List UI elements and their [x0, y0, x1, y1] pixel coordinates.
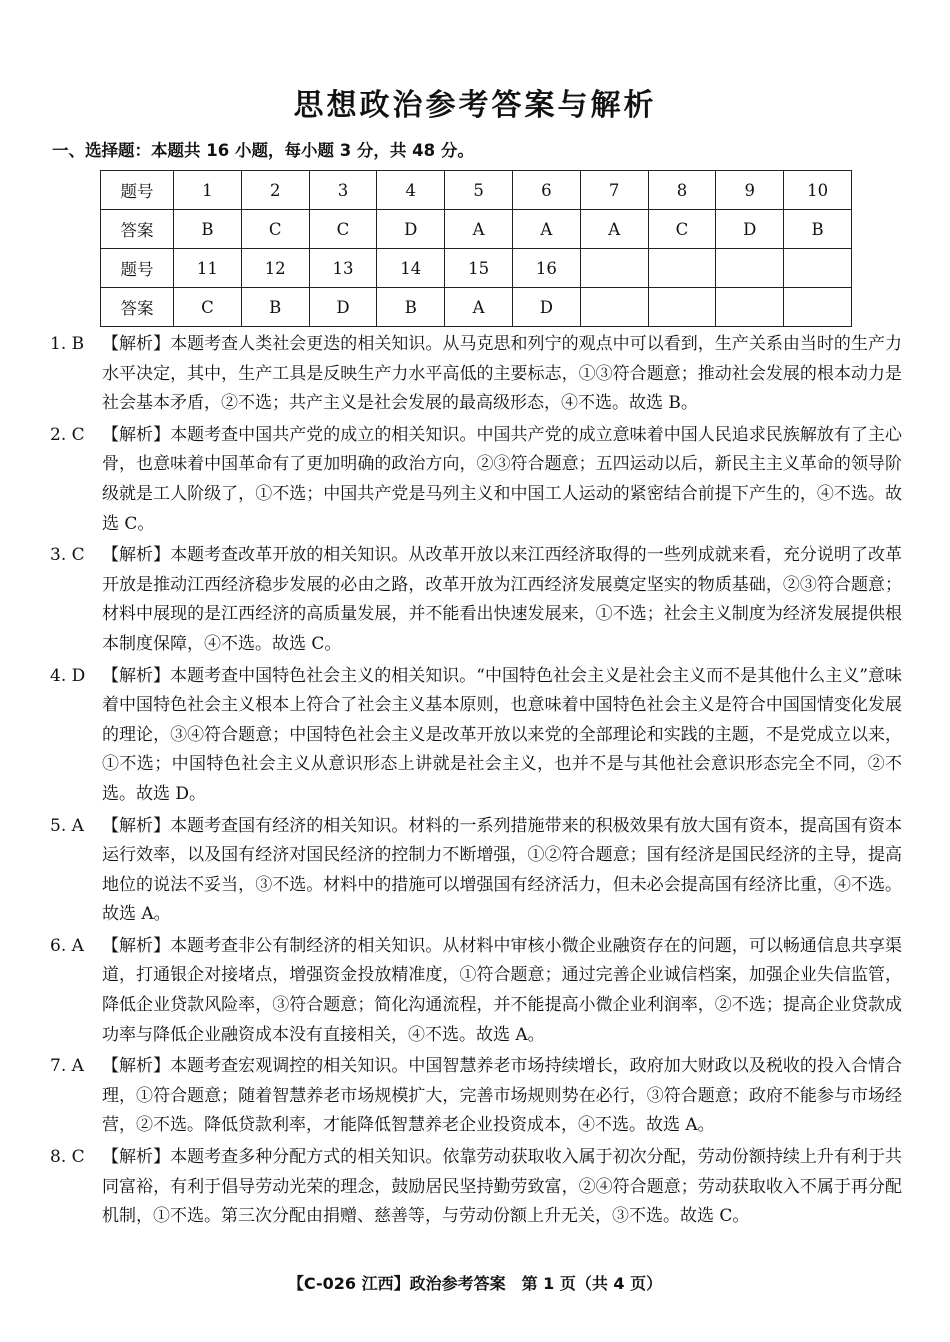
explanation-item [50, 1052, 902, 1141]
answer-table [100, 170, 852, 327]
explanations-list [50, 330, 902, 1234]
table-cell: 8 [648, 171, 716, 210]
item-text: 【解析】本题考查中国特色社会主义的相关知识。“中国特色社会主义是社会主义而不是其他什么主义”意味着中国特色社会主义根本上符合了社会主义基本原则，也意味着中国特色社会主义是符合中国国情变化发展的理论，③④符合题意；中国特色社会主义是改革开放以来党的全部理论和实践的主题，不是党成立以来，①不选；中国特色社会主义从意识形态上讲就是社会主义，也并不是与其他社会意识形态完全不同，②不选。故选 D。 [102, 665, 902, 804]
table-cell: 15 [445, 249, 513, 288]
table-cell [648, 288, 716, 327]
page-title: 思想政治参考答案与解析 [293, 88, 657, 123]
explanation-item [50, 541, 902, 659]
table-cell: A [580, 210, 648, 249]
item-label: 2. C [50, 424, 85, 445]
table-cell: 6 [512, 171, 580, 210]
explanation-item [50, 662, 902, 810]
item-label: 1. B [50, 334, 85, 354]
item-label: 7. A [50, 1056, 84, 1077]
table-cell: D [309, 288, 377, 327]
item-label: 5. A [50, 815, 84, 836]
table-cell: 9 [716, 171, 784, 210]
item-text: 【解析】本题考查宏观调控的相关知识。中国智慧养老市场持续增长，政府加大财政以及税收的投入合情合理，①符合题意；随着智慧养老市场规模扩大，完善市场规则势在必行，③符合题意；政府不能参与市场经营，②不选。降低贷款利率，才能降低智慧养老企业投资成本，④不选。故选 A。 [102, 1056, 902, 1136]
row-label-question: 题号 [101, 171, 174, 210]
table-cell [716, 249, 784, 288]
table-cell: 11 [174, 249, 242, 288]
explanation-item [50, 421, 902, 539]
page-footer: 【C-026 江西】政治参考答案 第 1 页（共 4 页） [287, 1274, 663, 1293]
table-row [101, 249, 852, 288]
table-cell: A [445, 210, 513, 249]
table-cell: 1 [174, 171, 242, 210]
table-cell: 4 [377, 171, 445, 210]
table-cell [716, 288, 784, 327]
table-cell: 5 [445, 171, 513, 210]
item-text: 【解析】本题考查人类社会更迭的相关知识。从马克思和列宁的观点中可以看到，生产关系由当时的生产力水平决定，其中，生产工具是反映生产力水平高低的主要标志，①③符合题意；推动社会发展的根本动力是社会基本矛盾，②不选；共产主义是社会发展的最高级形态，④不选。故选 B。 [102, 334, 902, 414]
item-label: 6. A [50, 935, 84, 956]
item-text: 【解析】本题考查国有经济的相关知识。材料的一系列措施带来的积极效果有放大国有资本，提高国有资本运行效率，以及国有经济对国民经济的控制力不断增强，①②符合题意；国有经济是国民经济的主导，提高地位的说法不妥当，③不选。材料中的措施可以增强国有经济活力，但未必会提高国有经济比重，④不选。故选 A。 [102, 815, 902, 925]
table-cell [784, 288, 852, 327]
item-text: 【解析】本题考查中国共产党的成立的相关知识。中国共产党的成立意味着中国人民追求民族解放有了主心骨，也意味着中国革命有了更加明确的政治方向，②③符合题意；五四运动以后，新民主主义革命的领导阶级就是工人阶级了，①不选；中国共产党是马列主义和中国工人运动的紧密结合前提下产生的，④不选。故选 C。 [102, 424, 902, 534]
table-cell: A [512, 210, 580, 249]
table-cell [648, 249, 716, 288]
table-cell: C [241, 210, 309, 249]
table-cell: 14 [377, 249, 445, 288]
explanation-item [50, 1143, 902, 1232]
row-label-answer: 答案 [101, 210, 174, 249]
item-text: 【解析】本题考查改革开放的相关知识。从改革开放以来江西经济取得的一些列成就来看，充分说明了改革开放是推动江西经济稳步发展的必由之路，改革开放为江西经济发展奠定坚实的物质基础，②③符合题意；材料中展现的是江西经济的高质量发展，并不能看出快速发展来，①不选；社会主义制度为经济发展提供根本制度保障，④不选。故选 C。 [102, 545, 902, 654]
table-cell: 13 [309, 249, 377, 288]
table-cell: A [445, 288, 513, 327]
table-cell: B [241, 288, 309, 327]
row-label-answer: 答案 [101, 288, 174, 327]
table-cell: C [174, 288, 242, 327]
section-heading: 一、选择题：本题共 16 小题，每小题 3 分，共 48 分。 [52, 141, 474, 160]
table-cell [580, 288, 648, 327]
table-cell [784, 249, 852, 288]
row-label-question: 题号 [101, 249, 174, 288]
table-cell: D [512, 288, 580, 327]
table-cell: D [377, 210, 445, 249]
explanation-item [50, 330, 902, 419]
item-text: 【解析】本题考查多种分配方式的相关知识。依靠劳动获取收入属于初次分配，劳动份额持续上升有利于共同富裕，有利于倡导劳动光荣的理念，鼓励居民坚持勤劳致富，②④符合题意；劳动获取收入不属于再分配机制，①不选。第三次分配由捐赠、慈善等，与劳动份额上升无关，③不选。故选 C。 [102, 1147, 902, 1227]
table-cell: 3 [309, 171, 377, 210]
table-cell: B [784, 210, 852, 249]
table-cell: B [377, 288, 445, 327]
table-cell: 12 [241, 249, 309, 288]
item-label: 3. C [50, 545, 85, 566]
table-row [101, 171, 852, 210]
explanation-item [50, 932, 902, 1050]
table-cell: C [648, 210, 716, 249]
table-cell [580, 249, 648, 288]
item-text: 【解析】本题考查非公有制经济的相关知识。从材料中审核小微企业融资存在的问题，可以畅通信息共享渠道，打通银企对接堵点，增强资金投放精准度，①符合题意；通过完善企业诚信档案，加强企业失信监管，降低企业贷款风险率，③符合题意；简化沟通流程，并不能提高小微企业利润率，②不选；提高企业贷款成功率与降低企业融资成本没有直接相关，④不选。故选 A。 [102, 935, 902, 1045]
table-cell: B [174, 210, 242, 249]
table-row [101, 288, 852, 327]
item-label: 4. D [50, 665, 86, 686]
table-cell: 16 [512, 249, 580, 288]
table-cell: D [716, 210, 784, 249]
table-cell: C [309, 210, 377, 249]
explanation-item [50, 812, 902, 930]
table-row [101, 210, 852, 249]
item-label: 8. C [50, 1147, 85, 1168]
table-cell: 2 [241, 171, 309, 210]
table-cell: 10 [784, 171, 852, 210]
table-cell: 7 [580, 171, 648, 210]
